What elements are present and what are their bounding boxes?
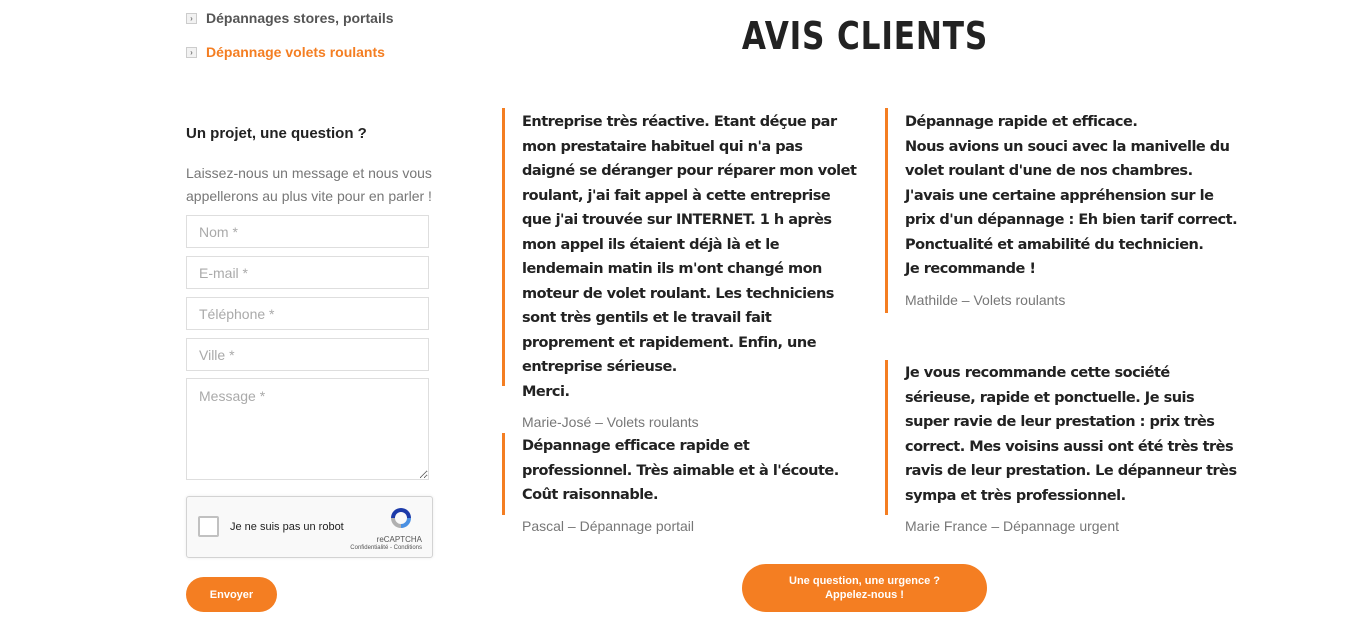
- review-text: Entreprise très réactive. Etant déçue par mon prestataire habituel qui n'a pas daigné se déranger pour réparer mon volet roulant, j'ai fait appel à cette entreprise que j'ai trouvée sur INTERNET. 1 h après mon appel ils étaient déjà là et le lendemain matin ils m'ont changé mon moteur de volet roulant. Les techniciens sont très gentils et le travail fait proprement et rapidement. Enfin, une entreprise sérieuse. Merci.: [522, 114, 857, 400]
- sidebar-link-label: Dépannages stores, portails: [206, 10, 394, 26]
- email-field[interactable]: [186, 256, 429, 289]
- sidebar-link-volets-roulants[interactable]: [186, 44, 385, 60]
- recaptcha-widget: [186, 496, 433, 558]
- section-title: AVIS CLIENTS: [741, 14, 989, 58]
- review-text: Je vous recommande cette société sérieuse, rapide et ponctuelle. Je suis super ravie de leur prestation : prix très correct. Mes voisins aussi ont été très très ravis de leur prestation. Le dépanneur très sympa et très professionnel.: [905, 365, 1237, 504]
- sidebar-link-label: Dépannage volets roulants: [206, 44, 385, 60]
- review-author: Mathilde – Volets roulants: [905, 291, 1066, 308]
- phone-field[interactable]: [186, 297, 429, 330]
- recaptcha-label: Je ne suis pas un robot: [230, 521, 344, 533]
- sidebar-link-stores-portails[interactable]: [186, 10, 394, 26]
- form-title: Un projet, une question ?: [186, 125, 367, 142]
- recaptcha-checkbox[interactable]: [198, 516, 219, 537]
- review-author: Marie-José – Volets roulants: [522, 414, 699, 430]
- chevron-right-icon: ›: [186, 13, 197, 24]
- form-intro: Laissez-nous un message et nous vous appellerons au plus vite pour en parler !: [186, 165, 432, 204]
- review-card: [885, 360, 1240, 534]
- recaptcha-logo-icon: [388, 505, 414, 531]
- review-card: [502, 433, 857, 534]
- review-text: Dépannage rapide et efficace. Nous avions un souci avec la manivelle du volet roulant d'une de nos chambres. J'avais une certaine appréhension sur le prix d'un dépannage : Eh bien tarif correct. Ponctualité et amabilité du technicien. Je recommande !: [905, 114, 1238, 277]
- recaptcha-links[interactable]: Confidentialité - Conditions: [350, 545, 422, 551]
- call-us-button[interactable]: Une question, une urgence ? Appelez-nous !: [742, 564, 987, 612]
- recaptcha-brand: reCAPTCHA: [376, 535, 422, 544]
- message-field[interactable]: [186, 378, 429, 480]
- review-author: Marie France – Dépannage urgent: [905, 518, 1120, 534]
- submit-button[interactable]: Envoyer: [186, 577, 277, 612]
- name-field[interactable]: [186, 215, 429, 248]
- city-field[interactable]: [186, 338, 429, 371]
- review-card: [885, 108, 1240, 313]
- chevron-right-icon: ›: [186, 47, 197, 58]
- review-text: Dépannage efficace rapide et professionnel. Très aimable et à l'écoute. Coût raisonnable.: [522, 438, 839, 503]
- review-author: Pascal – Dépannage portail: [522, 517, 695, 534]
- review-card: [502, 108, 857, 430]
